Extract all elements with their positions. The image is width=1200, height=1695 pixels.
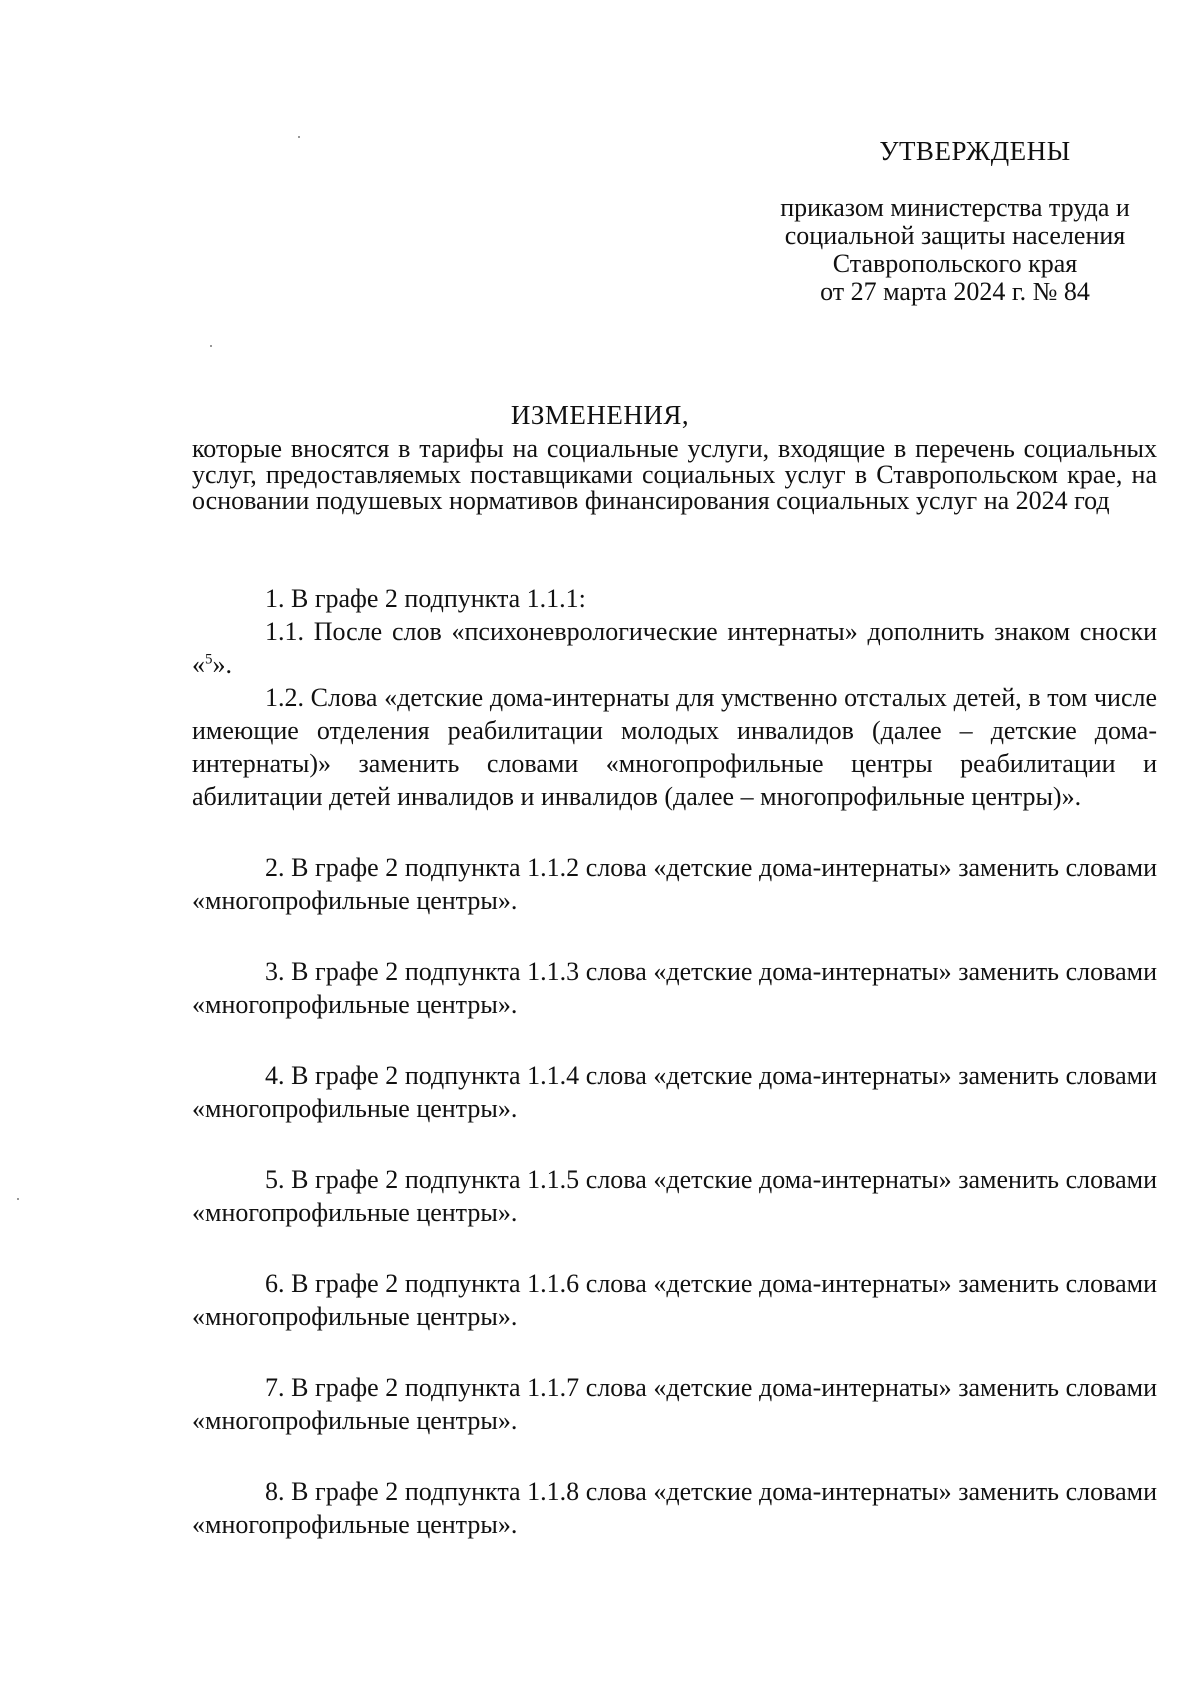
item-7: 7. В графе 2 подпункта 1.1.7 слова «детские дома-интернаты» заменить словами «многопрофильные центры». <box>192 1373 1157 1435</box>
document-subtitle: которые вносятся в тарифы на социальные услуги, входящие в перечень социальных услуг, предоставляемых поставщиками социальных услуг в Ставропольском крае, на основании подушевых нормативов финансирования социальных услуг на 2024 год <box>192 434 1157 515</box>
item-1-2: 1.2. Слова «детские дома-интернаты для умственно отсталых детей, в том числе имеющие отделения реабилитации молодых инвалидов (далее – детские дома-интернаты)» заменить словами «многопрофильные центры реабилитации и абилитации детей инвалидов и инвалидов (далее – многопрофильные центры)». <box>192 683 1157 811</box>
footnote-mark: 5 <box>205 651 213 668</box>
scan-speck <box>210 345 212 347</box>
item-3: 3. В графе 2 подпункта 1.1.3 слова «детские дома-интернаты» заменить словами «многопрофильные центры». <box>192 957 1157 1019</box>
item-4: 4. В графе 2 подпункта 1.1.4 слова «детские дома-интернаты» заменить словами «многопрофильные центры». <box>192 1061 1157 1123</box>
scan-speck <box>298 136 300 138</box>
item-6: 6. В графе 2 подпункта 1.1.6 слова «детские дома-интернаты» заменить словами «многопрофильные центры». <box>192 1269 1157 1331</box>
item-1-1-tail: ». <box>212 650 232 679</box>
item-2: 2. В графе 2 подпункта 1.1.2 слова «детские дома-интернаты» заменить словами «многопрофильные центры». <box>192 853 1157 915</box>
approval-line: социальной защиты населения <box>784 221 1126 250</box>
item-1: 1. В графе 2 подпункта 1.1.1: <box>265 584 586 613</box>
item-1-1 <box>192 615 1157 681</box>
document-title: ИЗМЕНЕНИЯ, <box>510 400 690 430</box>
approval-date-line: от 27 марта 2024 г. № 84 <box>820 277 1090 306</box>
approval-line: приказом министерства труда и <box>780 193 1130 222</box>
document-body <box>192 582 1157 1541</box>
scan-speck <box>17 1198 19 1200</box>
approval-title: УТВЕРЖДЕНЫ <box>879 136 1071 166</box>
item-1-1-text: 1.1. После слов «психоневрологические интернаты» дополнить знаком сноски « <box>192 617 1157 679</box>
item-8: 8. В графе 2 подпункта 1.1.8 слова «детские дома-интернаты» заменить словами «многопрофильные центры». <box>192 1477 1157 1539</box>
approval-line: Ставропольского края <box>832 249 1078 278</box>
approval-details <box>740 194 1170 306</box>
item-5: 5. В графе 2 подпункта 1.1.5 слова «детские дома-интернаты» заменить словами «многопрофильные центры». <box>192 1165 1157 1227</box>
approval-block <box>740 136 1170 306</box>
